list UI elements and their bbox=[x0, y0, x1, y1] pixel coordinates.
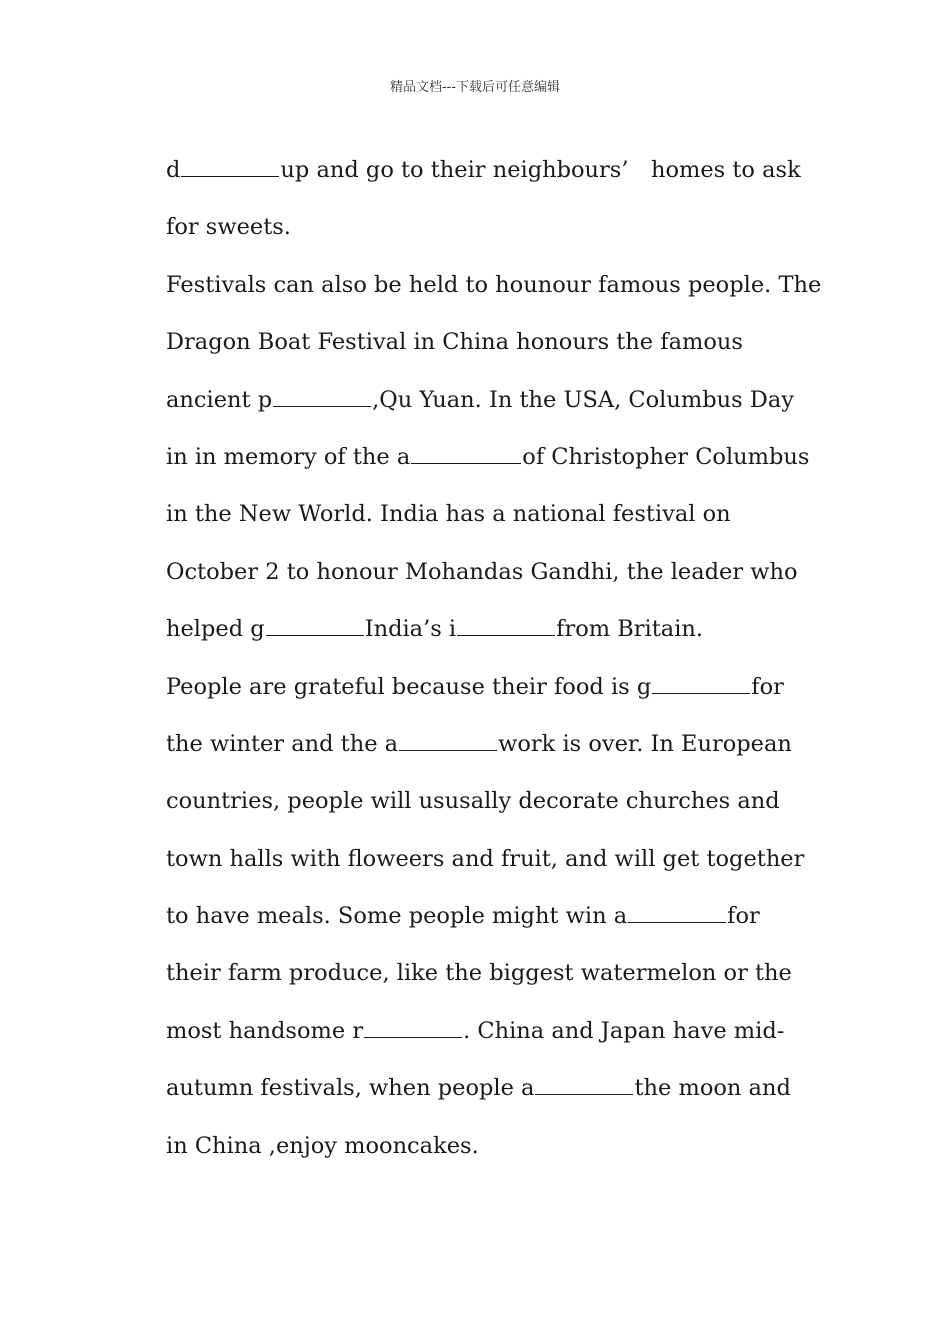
text-line-15: their farm produce, like the biggest watermelon or the bbox=[166, 960, 792, 987]
answer-blank[interactable] bbox=[273, 405, 371, 407]
answer-blank[interactable] bbox=[457, 634, 555, 636]
text-line-11: the winter and the a work is over. In European bbox=[166, 730, 792, 757]
text-line-9: helped g India’s i from Britain. bbox=[166, 616, 704, 643]
text-line-13: town halls with floweers and fruit, and will get together bbox=[166, 845, 805, 872]
page-header: 精品文档---下载后可任意编辑 bbox=[389, 80, 561, 95]
answer-blank[interactable] bbox=[266, 634, 364, 636]
text-line-14: to have meals. Some people might win a for bbox=[166, 903, 760, 930]
text-line-2: for sweets. bbox=[166, 214, 291, 241]
answer-blank[interactable] bbox=[535, 1093, 633, 1095]
answer-blank[interactable] bbox=[411, 462, 521, 464]
text-line-4: Dragon Boat Festival in China honours the famous bbox=[166, 329, 743, 356]
text-line-3: Festivals can also be held to hounour famous people. The bbox=[166, 271, 822, 298]
answer-blank[interactable] bbox=[652, 692, 750, 694]
text-line-18: in China ,enjoy mooncakes. bbox=[166, 1132, 479, 1159]
text-line-5: ancient p ,Qu Yuan. In the USA, Columbus Day bbox=[166, 386, 794, 413]
text-line-17: autumn festivals, when people a the moon and bbox=[166, 1075, 791, 1102]
answer-blank[interactable] bbox=[181, 175, 279, 177]
text-line-12: countries, people will ususally decorate churches and bbox=[166, 788, 780, 815]
text-line-7: in the New World. India has a national festival on bbox=[166, 501, 731, 528]
text-line-6: in in memory of the a of Christopher Columbus bbox=[166, 443, 810, 470]
passage-text bbox=[166, 142, 822, 1175]
text-line-10: People are grateful because their food is g for bbox=[166, 673, 784, 700]
answer-blank[interactable] bbox=[364, 1036, 462, 1038]
answer-blank[interactable] bbox=[628, 921, 726, 923]
answer-blank[interactable] bbox=[399, 749, 497, 751]
text-line-8: October 2 to honour Mohandas Gandhi, the leader who bbox=[166, 558, 798, 585]
text-line-1: d up and go to their neighbours’ homes to ask bbox=[166, 157, 801, 183]
text-line-16: most handsome r . China and Japan have mid- bbox=[166, 1017, 785, 1044]
